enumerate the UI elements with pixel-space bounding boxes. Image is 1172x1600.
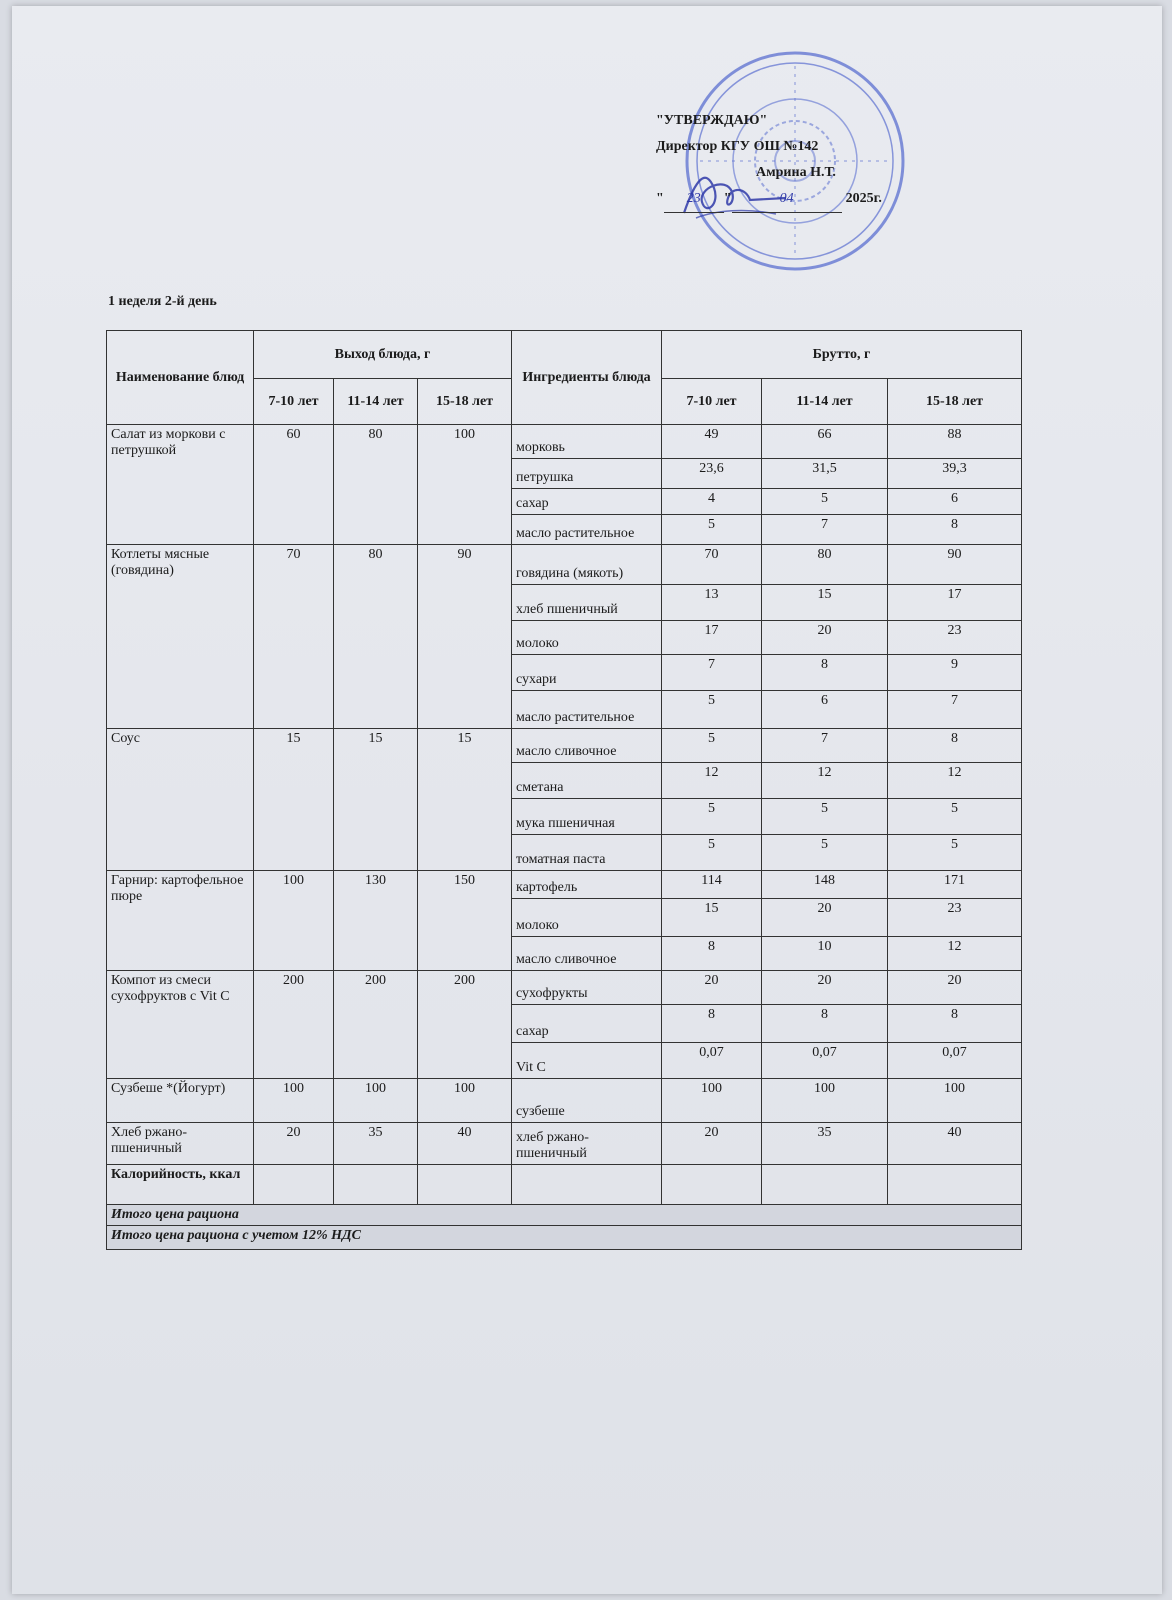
- ingredient-gross: 7: [762, 515, 888, 545]
- header-dish-name: Наименование блюд: [107, 331, 254, 425]
- table-row: [107, 425, 1022, 459]
- calories-cell: [762, 1165, 888, 1205]
- calories-cell: [334, 1165, 418, 1205]
- ingredient-name: сузбеше: [512, 1079, 662, 1123]
- ingredient-name: морковь: [512, 425, 662, 459]
- ingredient-name: сметана: [512, 763, 662, 799]
- ingredient-name: масло растительное: [512, 515, 662, 545]
- header-yield-age2: 11-14 лет: [334, 379, 418, 425]
- dish-yield: 20: [254, 1123, 334, 1165]
- dish-yield: 100: [254, 871, 334, 971]
- ingredient-gross: 5: [762, 835, 888, 871]
- ingredient-gross: 5: [888, 835, 1022, 871]
- dish-yield: 80: [334, 545, 418, 729]
- table-row: [107, 729, 1022, 763]
- ingredient-name: хлеб ржано-пшеничный: [512, 1123, 662, 1165]
- ingredient-gross: 20: [662, 971, 762, 1005]
- dish-yield: 200: [254, 971, 334, 1079]
- ingredient-gross: 12: [762, 763, 888, 799]
- ingredient-gross: 31,5: [762, 459, 888, 489]
- dish-name: Гарнир: картофельное пюре: [107, 871, 254, 971]
- table-row: [107, 871, 1022, 899]
- total-price-vat-row: Итого цена рациона с учетом 12% НДС: [107, 1226, 1022, 1250]
- dish-yield: 60: [254, 425, 334, 545]
- header-gross-age3: 15-18 лет: [888, 379, 1022, 425]
- ingredient-gross: 49: [662, 425, 762, 459]
- dish-yield: 40: [418, 1123, 512, 1165]
- dish-yield: 35: [334, 1123, 418, 1165]
- ingredient-gross: 20: [762, 971, 888, 1005]
- ingredient-name: масло растительное: [512, 691, 662, 729]
- ingredient-name: масло сливочное: [512, 729, 662, 763]
- ingredient-gross: 9: [888, 655, 1022, 691]
- ingredient-gross: 10: [762, 937, 888, 971]
- ingredient-gross: 20: [762, 621, 888, 655]
- dish-yield: 90: [418, 545, 512, 729]
- ingredient-name: хлеб пшеничный: [512, 585, 662, 621]
- ingredient-gross: 5: [662, 729, 762, 763]
- ingredient-gross: 66: [762, 425, 888, 459]
- header-yield-age1: 7-10 лет: [254, 379, 334, 425]
- ingredient-gross: 8: [762, 1005, 888, 1043]
- ingredient-gross: 148: [762, 871, 888, 899]
- dish-yield: 100: [334, 1079, 418, 1123]
- table-row: [107, 1079, 1022, 1123]
- ingredient-gross: 40: [888, 1123, 1022, 1165]
- dish-yield: 15: [334, 729, 418, 871]
- ingredient-gross: 7: [662, 655, 762, 691]
- dish-yield: 15: [418, 729, 512, 871]
- calories-cell: [254, 1165, 334, 1205]
- ingredient-gross: 12: [888, 937, 1022, 971]
- ingredient-gross: 8: [762, 655, 888, 691]
- ingredient-gross: 8: [888, 1005, 1022, 1043]
- ingredient-name: молоко: [512, 899, 662, 937]
- ingredient-gross: 90: [888, 545, 1022, 585]
- ingredient-gross: 20: [762, 899, 888, 937]
- dish-yield: 70: [254, 545, 334, 729]
- menu-title: 1 неделя 2-й день: [108, 294, 217, 309]
- approval-month: 04: [732, 186, 842, 213]
- ingredient-gross: 17: [888, 585, 1022, 621]
- ingredient-gross: 23: [888, 899, 1022, 937]
- approval-block: [656, 108, 882, 213]
- dish-yield: 100: [418, 1079, 512, 1123]
- ingredient-gross: 7: [888, 691, 1022, 729]
- ingredient-gross: 23,6: [662, 459, 762, 489]
- ingredient-name: молоко: [512, 621, 662, 655]
- dish-yield: 130: [334, 871, 418, 971]
- dish-yield: 80: [334, 425, 418, 545]
- ingredient-gross: 6: [888, 489, 1022, 515]
- ingredient-gross: 8: [888, 729, 1022, 763]
- ingredient-gross: 100: [662, 1079, 762, 1123]
- header-ingredients: Ингредиенты блюда: [512, 331, 662, 425]
- ingredient-name: сахар: [512, 489, 662, 515]
- ingredient-gross: 5: [888, 799, 1022, 835]
- dish-name: Соус: [107, 729, 254, 871]
- header-yield: Выход блюда, г: [254, 331, 512, 379]
- ingredient-gross: 4: [662, 489, 762, 515]
- approval-signatory: Амрина Н.Т.: [756, 165, 836, 180]
- ingredient-gross: 0,07: [662, 1043, 762, 1079]
- dish-name: Компот из смеси сухофруктов с Vit C: [107, 971, 254, 1079]
- ingredient-name: сухари: [512, 655, 662, 691]
- approval-heading: "УТВЕРЖДАЮ": [656, 113, 768, 128]
- header-gross-age1: 7-10 лет: [662, 379, 762, 425]
- ingredient-gross: 8: [888, 515, 1022, 545]
- table-row: [107, 545, 1022, 585]
- ingredient-gross: 8: [662, 1005, 762, 1043]
- dish-yield: 200: [418, 971, 512, 1079]
- ingredient-gross: 5: [762, 799, 888, 835]
- ingredient-gross: 0,07: [762, 1043, 888, 1079]
- calories-cell: [662, 1165, 762, 1205]
- approval-position: Директор КГУ ОШ №142: [656, 139, 819, 154]
- ingredient-gross: 15: [762, 585, 888, 621]
- dish-name: Хлеб ржано-пшеничный: [107, 1123, 254, 1165]
- ingredient-gross: 23: [888, 621, 1022, 655]
- approval-day: 23: [664, 186, 724, 213]
- dish-yield: 150: [418, 871, 512, 971]
- ingredient-name: томатная паста: [512, 835, 662, 871]
- header-gross-age2: 11-14 лет: [762, 379, 888, 425]
- ingredient-gross: 100: [888, 1079, 1022, 1123]
- dish-yield: 200: [334, 971, 418, 1079]
- ingredient-gross: 20: [662, 1123, 762, 1165]
- dish-yield: 15: [254, 729, 334, 871]
- ingredient-gross: 114: [662, 871, 762, 899]
- ingredient-gross: 15: [662, 899, 762, 937]
- ingredient-name: говядина (мякоть): [512, 545, 662, 585]
- ingredient-gross: 5: [662, 799, 762, 835]
- ingredient-gross: 35: [762, 1123, 888, 1165]
- table-row: [107, 1123, 1022, 1165]
- ingredient-name: масло сливочное: [512, 937, 662, 971]
- approval-date: " 23 " 04 2025г.: [656, 186, 882, 213]
- dish-name: Сузбеше *(Йогурт): [107, 1079, 254, 1123]
- ingredient-gross: 8: [662, 937, 762, 971]
- ingredient-gross: 12: [888, 763, 1022, 799]
- ingredient-name: сухофрукты: [512, 971, 662, 1005]
- calories-label: Калорийность, ккал: [107, 1165, 254, 1205]
- ingredient-name: сахар: [512, 1005, 662, 1043]
- calories-cell: [418, 1165, 512, 1205]
- ingredient-gross: 70: [662, 545, 762, 585]
- ingredient-gross: 5: [662, 515, 762, 545]
- ingredient-gross: 5: [762, 489, 888, 515]
- ingredient-name: петрушка: [512, 459, 662, 489]
- menu-table: [106, 330, 1022, 1250]
- ingredient-gross: 5: [662, 691, 762, 729]
- ingredient-gross: 7: [762, 729, 888, 763]
- ingredient-name: картофель: [512, 871, 662, 899]
- ingredient-gross: 6: [762, 691, 888, 729]
- approval-year: 2025г.: [845, 191, 882, 206]
- header-yield-age3: 15-18 лет: [418, 379, 512, 425]
- calories-cell: [888, 1165, 1022, 1205]
- ingredient-gross: 12: [662, 763, 762, 799]
- ingredient-name: мука пшеничная: [512, 799, 662, 835]
- ingredient-gross: 17: [662, 621, 762, 655]
- total-price-row: Итого цена рациона: [107, 1205, 1022, 1226]
- ingredient-name: Vit C: [512, 1043, 662, 1079]
- header-gross: Брутто, г: [662, 331, 1022, 379]
- ingredient-gross: 80: [762, 545, 888, 585]
- ingredient-gross: 100: [762, 1079, 888, 1123]
- ingredient-gross: 0,07: [888, 1043, 1022, 1079]
- ingredient-gross: 171: [888, 871, 1022, 899]
- ingredient-gross: 39,3: [888, 459, 1022, 489]
- calories-cell: [512, 1165, 662, 1205]
- dish-name: Котлеты мясные (говядина): [107, 545, 254, 729]
- table-row: [107, 971, 1022, 1005]
- ingredient-gross: 20: [888, 971, 1022, 1005]
- ingredient-gross: 5: [662, 835, 762, 871]
- ingredient-gross: 88: [888, 425, 1022, 459]
- dish-yield: 100: [254, 1079, 334, 1123]
- dish-name: Салат из моркови с петрушкой: [107, 425, 254, 545]
- ingredient-gross: 13: [662, 585, 762, 621]
- dish-yield: 100: [418, 425, 512, 545]
